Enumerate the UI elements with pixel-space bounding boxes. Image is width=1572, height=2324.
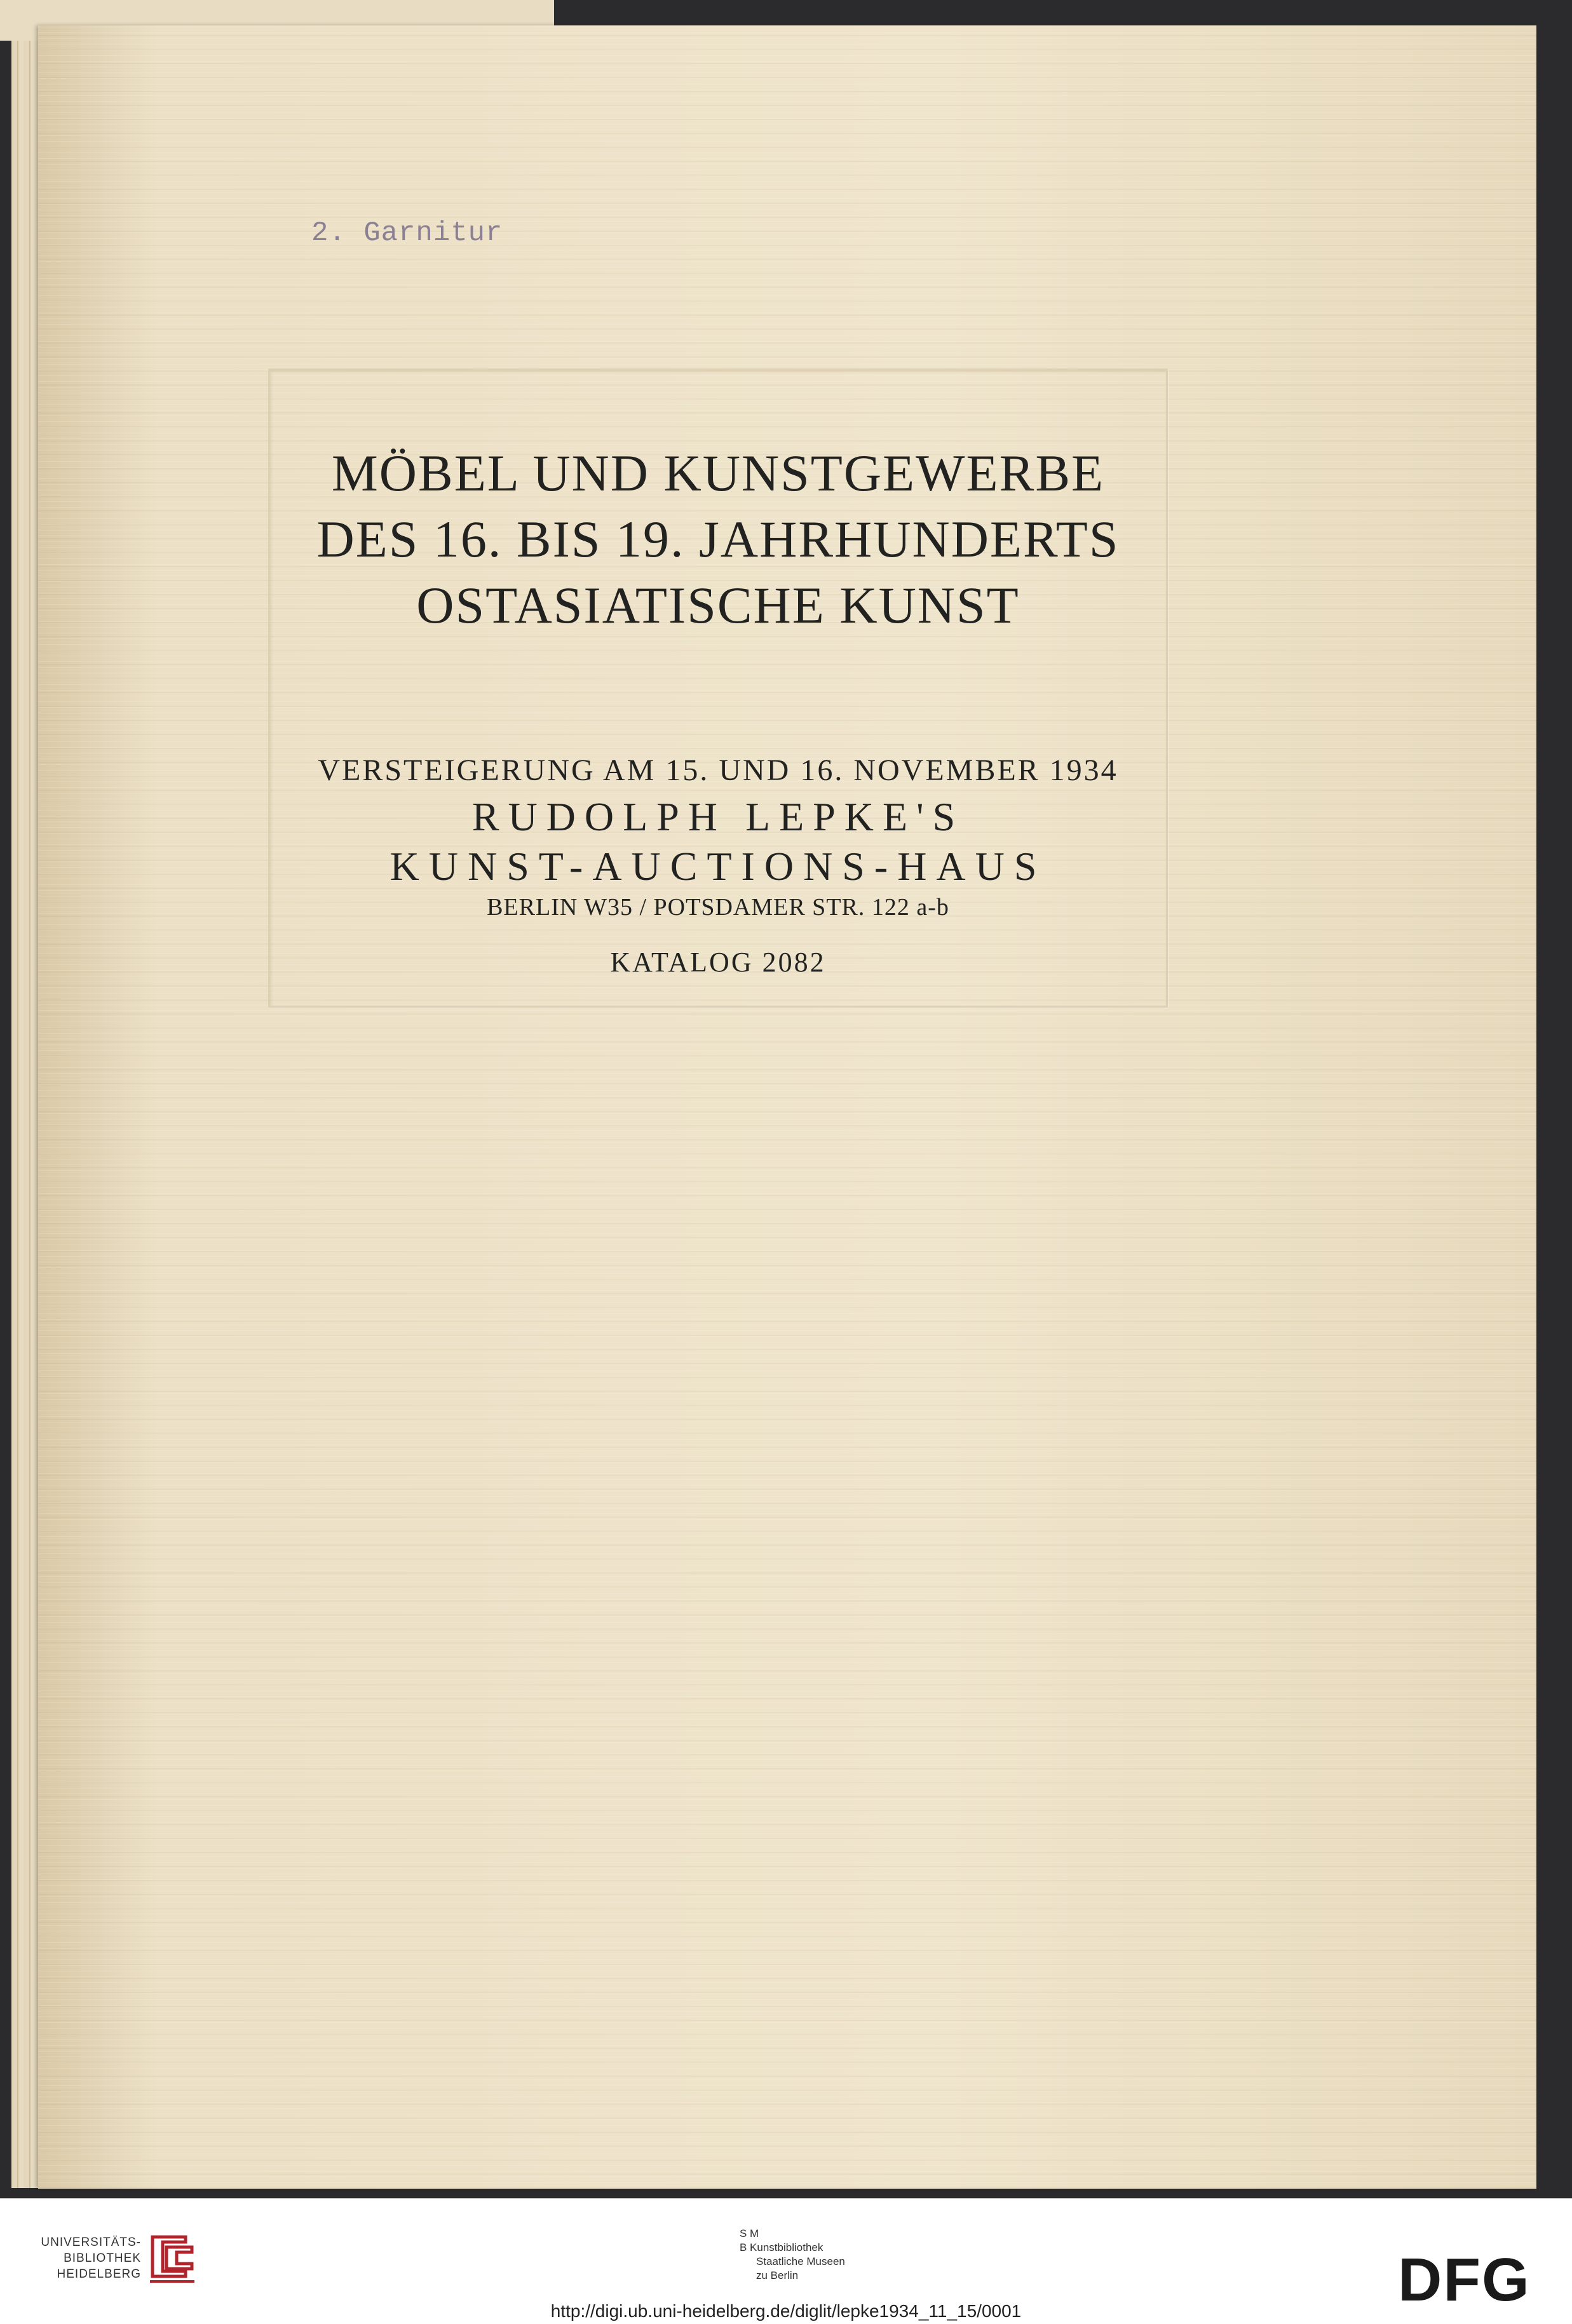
catalog-cover-page xyxy=(38,25,1536,2189)
library-name-line: BIBLIOTHEK xyxy=(64,2252,141,2265)
digitization-footer xyxy=(0,2198,1572,2324)
smb-logo-line: B Kunstbibliothek xyxy=(740,2241,823,2253)
library-mark-icon xyxy=(147,2234,197,2285)
library-name-line: HEIDELBERG xyxy=(57,2267,141,2281)
smb-logo-line: Staatliche Museen xyxy=(756,2255,845,2267)
title-label-frame xyxy=(268,368,1168,1008)
smb-logo-line: zu Berlin xyxy=(756,2269,799,2281)
garnitur-stamp: 2. Garnitur xyxy=(311,217,503,249)
title-line: MÖBEL UND KUNSTGEWERBE xyxy=(331,444,1105,502)
permalink-url[interactable]: http://digi.ub.uni-heidelberg.de/diglit/lepke1934_11_15/0001 xyxy=(550,2301,1022,2321)
catalog-number: KATALOG 2082 xyxy=(610,947,826,978)
heidelberg-library-logo[interactable] xyxy=(23,2234,207,2292)
title-line: OSTASIATISCHE KUNST xyxy=(416,576,1020,634)
title-line: DES 16. BIS 19. JAHRHUNDERTS xyxy=(316,510,1120,568)
firm-address: BERLIN W35 / POTSDAMER STR. 122 a-b xyxy=(487,894,949,921)
library-name xyxy=(23,2234,141,2282)
smb-kunstbibliothek-logo[interactable] xyxy=(740,2227,845,2283)
auction-date: VERSTEIGERUNG AM 15. UND 16. NOVEMBER 1934 xyxy=(318,753,1118,787)
firm-name: RUDOLPH LEPKE'S xyxy=(471,794,965,839)
library-name-line: UNIVERSITÄTS- xyxy=(41,2236,141,2249)
dfg-logo[interactable]: DFG xyxy=(1398,2246,1531,2314)
title-block xyxy=(270,440,1166,638)
smb-logo-line: S M xyxy=(740,2227,759,2240)
firm-type: KUNST-AUCTIONS-HAUS xyxy=(390,844,1047,889)
auction-info-block xyxy=(270,752,1166,980)
